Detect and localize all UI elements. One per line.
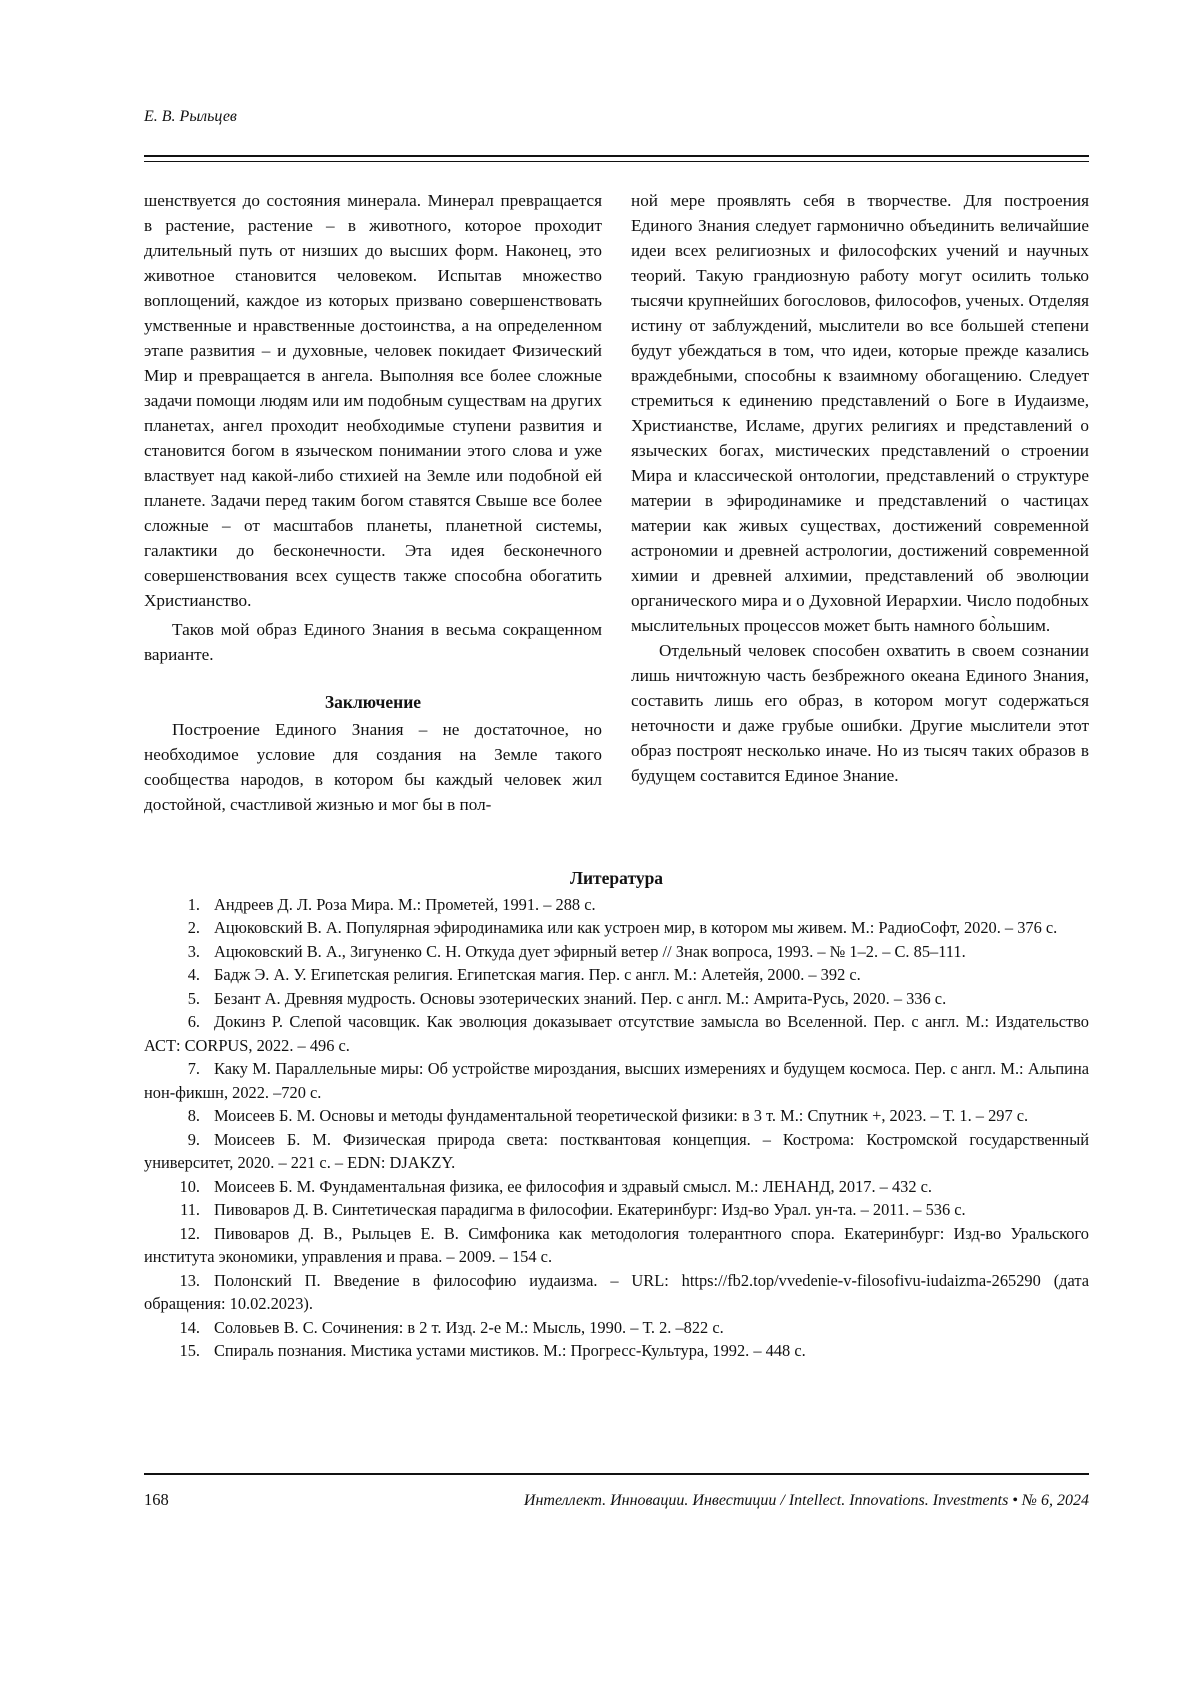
reference-item xyxy=(144,1339,1089,1363)
reference-text: Ацюковский В. А., Зигуненко С. Н. Откуда дует эфирный ветер // Знак вопроса, 1993. – № 1–2. – С. 85–111. xyxy=(214,941,966,961)
references-section xyxy=(144,867,1089,1363)
footer-rule xyxy=(144,1473,1089,1475)
reference-text: Бадж Э. А. У. Египетская религия. Египетская магия. Пер. с англ. М.: Алетейя, 2000. – 392 с. xyxy=(214,965,861,984)
left-column xyxy=(144,188,602,817)
page-number: 168 xyxy=(144,1490,169,1509)
header-double-rule xyxy=(144,155,1089,162)
running-head-author: Е. В. Рыльцев xyxy=(144,108,237,125)
reference-number: 13. xyxy=(179,1270,200,1290)
reference-text: Моисеев Б. М. Физическая природа света: постквантовая концепция. – Кострома: Костромской государственный университет, 2020. – 221 с. – EDN: DJAKZY. xyxy=(144,1129,1089,1172)
reference-item xyxy=(144,1010,1089,1057)
reference-text: Андреев Д. Л. Роза Мира. М.: Прометей, 1991. – 288 с. xyxy=(214,894,596,914)
reference-number: 1. xyxy=(187,894,200,914)
reference-item xyxy=(144,1057,1089,1104)
reference-item xyxy=(144,1222,1089,1269)
reference-item xyxy=(144,916,1089,940)
reference-item xyxy=(144,987,1089,1011)
journal-title: Интеллект. Инновации. Инвестиции / Intellect. Innovations. Investments • № 6, 2024 xyxy=(523,1492,1089,1509)
reference-item xyxy=(144,1175,1089,1199)
reference-number: 8. xyxy=(187,1106,200,1125)
reference-item xyxy=(144,893,1089,917)
references-title: Литература xyxy=(569,868,664,888)
reference-item xyxy=(144,1104,1089,1128)
reference-number: 5. xyxy=(187,988,200,1008)
references-list xyxy=(144,893,1089,1363)
reference-text: Пивоваров Д. В., Рыльцев Е. В. Симфоника как методология толерантного спора. Екатеринбург: Изд-во Уральского института экономики, управления и права. – 2009. – 154 с. xyxy=(144,1223,1089,1266)
reference-number: 12. xyxy=(179,1223,200,1243)
reference-text: Докинз Р. Слепой часовщик. Как эволюция доказывает отсутствие замысла во Вселенной. Пер. с англ. М.: Издательство АСТ: CORPUS, 2022. – 496 с. xyxy=(144,1012,1089,1055)
reference-number: 11. xyxy=(180,1200,200,1219)
reference-item xyxy=(144,963,1089,987)
reference-text: Безант А. Древняя мудрость. Основы эзотерических знаний. Пер. с англ. М.: Амрита-Русь, 2020. – 336 с. xyxy=(214,988,947,1008)
right-paragraph-2: Отдельный человек способен охватить в своем сознании лишь ничтожную часть безбрежного океана Единого Знания, составить лишь его образ, в котором могут содержаться неточности и даже грубые ошибки. Другие мыслители этот образ построят несколько иначе. Но из тысяч таких образов в будущем составится Единое Знание. xyxy=(631,641,1089,785)
left-paragraph-1: шенствуется до состояния минерала. Минерал превращается в растение, растение – в животного, которое проходит длительный путь от низших до высших форм. Наконец, это животное становится человеком. Испытав множество воплощений, каждое из которых призвано совершенствовать умственные и нравственные достоинства, а на определенном этапе развития – и духовные, человек покидает Физический Мир и превращается в ангела. Выполняя все более сложные задачи помощи людям или им подобным существам на других планетах, ангел проходит необходимые ступени развития и становится богом в языческом понимании этого слова и уже властвует над какой-либо стихией на Земле или подобной ей планете. Задачи перед таким богом ставятся Свыше все более сложные – от масштабов планеты, планетной системы, галактики до бесконечности. Эта идея бесконечного совершенствования всех существ также способна обогатить Христианство. xyxy=(144,191,603,610)
reference-text: Моисеев Б. М. Фундаментальная физика, ее философия и здравый смысл. М.: ЛЕНАНД, 2017. – 432 с. xyxy=(214,1176,933,1196)
left-paragraph-2: Таков мой образ Единого Знания в весьма сокращенном варианте. xyxy=(144,620,602,664)
reference-text: Моисеев Б. М. Основы и методы фундаментальной теоретической физики: в 3 т. М.: Спутник +, 2023. – Т. 1. – 297 с. xyxy=(214,1106,1029,1125)
reference-text: Соловьев В. С. Сочинения: в 2 т. Изд. 2-е М.: Мысль, 1990. – Т. 2. –822 с. xyxy=(214,1317,724,1337)
footer xyxy=(144,1490,1089,1510)
right-column xyxy=(631,188,1089,817)
reference-number: 6. xyxy=(187,1012,200,1031)
reference-text: Спираль познания. Мистика устами мистиков. М.: Прогресс-Культура, 1992. – 448 с. xyxy=(214,1341,806,1360)
reference-item xyxy=(144,1269,1089,1316)
reference-item xyxy=(144,1198,1089,1222)
body-columns xyxy=(144,188,1089,817)
reference-item xyxy=(144,1128,1089,1175)
right-paragraph-1: ной мере проявлять себя в творчестве. Для построения Единого Знания следует гармонично объединить величайшие идеи всех религиозных и философских учений и научных теорий. Такую грандиозную работу могут осилить только тысячи крупнейших богословов, философов, ученых. Отделяя истину от заблуждений, мыслители во все большей степени будут убеждаться в том, что идеи, которые прежде казались враждебными, способны к взаимному обогащению. Следует стремиться к единению представлений о Боге в Иудаизме, Христианстве, Исламе, других религиях и представлений о языческих богах, мистических представлений о строении Мира и классической онтологии, представлений о структуре материи в эфиродинамике и представлений о частицах материи как живых существах, достижений современной астрономии и древней астрологии, достижений современной химии и древней алхимии, представлений об эволюции органического мира и о Духовной Иерархии. Число подобных мыслительных процессов может быть намного бо̀льшим. xyxy=(631,191,1089,635)
reference-number: 14. xyxy=(179,1317,200,1337)
conclusion-heading: Заключение xyxy=(324,692,422,712)
reference-text: Ацюковский В. А. Популярная эфиродинамика или как устроен мир, в котором мы живем. М.: РадиоСофт, 2020. – 376 с. xyxy=(214,918,1058,937)
left-paragraph-3: Построение Единого Знания – не достаточное, но необходимое условие для создания на Земле такого сообщества народов, в котором бы каждый человек жил достойной, счастливой жизнью и мог бы в пол- xyxy=(144,720,602,814)
reference-number: 9. xyxy=(187,1129,200,1149)
reference-number: 2. xyxy=(187,918,200,937)
reference-number: 15. xyxy=(179,1341,200,1360)
reference-number: 3. xyxy=(187,941,200,961)
reference-text: Каку М. Параллельные миры: Об устройстве мироздания, высших измерениях и будущем космоса. Пер. с англ. М.: Альпина нон-фикшн, 2022. –720 с. xyxy=(144,1059,1089,1102)
reference-number: 4. xyxy=(187,965,200,984)
reference-item xyxy=(144,1316,1089,1340)
reference-number: 10. xyxy=(179,1176,200,1196)
reference-number: 7. xyxy=(187,1059,200,1078)
reference-text: Пивоваров Д. В. Синтетическая парадигма в философии. Екатеринбург: Изд-во Урал. ун-та. – 2011. – 536 с. xyxy=(214,1200,966,1219)
reference-text: Полонский П. Введение в философию иудаизма. – URL: https://fb2.top/vvedenie-v-filosofivu-iudaizma-265290 (дата обращения: 10.02.2023). xyxy=(144,1270,1089,1313)
reference-item xyxy=(144,940,1089,964)
